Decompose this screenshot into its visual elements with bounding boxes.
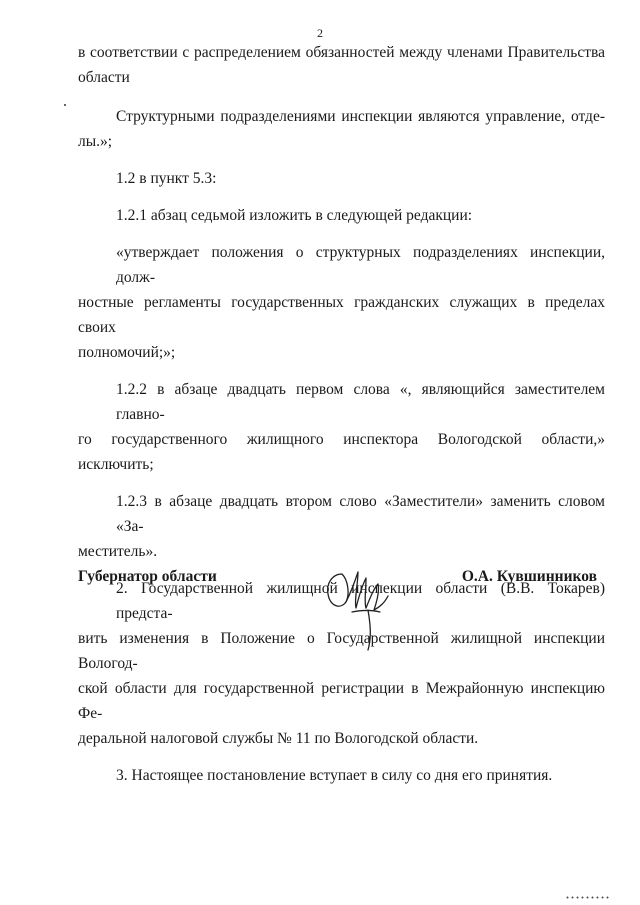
paragraph-item-1-2-1 [78,203,605,228]
page-number: 2 [317,26,323,40]
text-line: «утверждает положения о структурных подразделениях инспекции, долж- [116,244,605,286]
paragraph-quoted-wording [78,240,605,365]
scan-dots [565,896,610,899]
text-line: лы.»; [78,133,113,150]
paragraph-item-1-2-3 [78,489,605,564]
paragraph-item-1-2-2 [78,377,605,477]
text-line: 3. Настоящее постановление вступает в силу со дня его принятия. [116,767,553,784]
text-line: ностные регламенты государственных гражданских служащих в пределах своих [78,294,605,336]
document-body [78,40,605,788]
text-line: 1.2.3 в абзаце двадцать втором слово «Заместители» заменить словом «За- [116,493,605,535]
text-line: ской области для государственной регистрации в Межрайонную инспекцию Фе- [78,680,605,722]
text-line: 1.2.2 в абзаце двадцать первом слова «, являющийся заместителем главно- [116,381,605,423]
text-line: деральной налоговой службы № 11 по Вологодской области. [78,730,479,747]
handwritten-signature [322,560,392,655]
text-line: 1.2 в пункт 5.3: [116,170,217,187]
paragraph-structure [78,104,605,154]
text-line: 1.2.1 абзац седьмой изложить в следующей редакции: [116,207,473,224]
paragraph-continuation [78,40,605,90]
signatory-name: О.А. Кувшинников [461,568,597,585]
paragraph-item-1-2 [78,166,605,191]
text-line: полномочий;»; [78,344,176,361]
text-line: меститель». [78,543,158,560]
text-line: Структурными подразделениями инспекции являются управление, отде- [116,108,605,125]
text-line: области [78,69,130,86]
signatory-title: Губернатор области [78,568,217,585]
scan-speck [64,104,66,106]
paragraph-item-3 [78,763,605,788]
text-line: 2. Государственной жилищной инспекции области (В.В. Токарев) предста- [116,580,605,622]
text-line: в соответствии с распределением обязанностей между членами Правительства [78,44,605,61]
text-line: вить изменения в Положение о Государственной жилищной инспекции Вологод- [78,630,605,672]
text-line: го государственного жилищного инспектора Вологодской области,» исключить; [78,431,605,473]
